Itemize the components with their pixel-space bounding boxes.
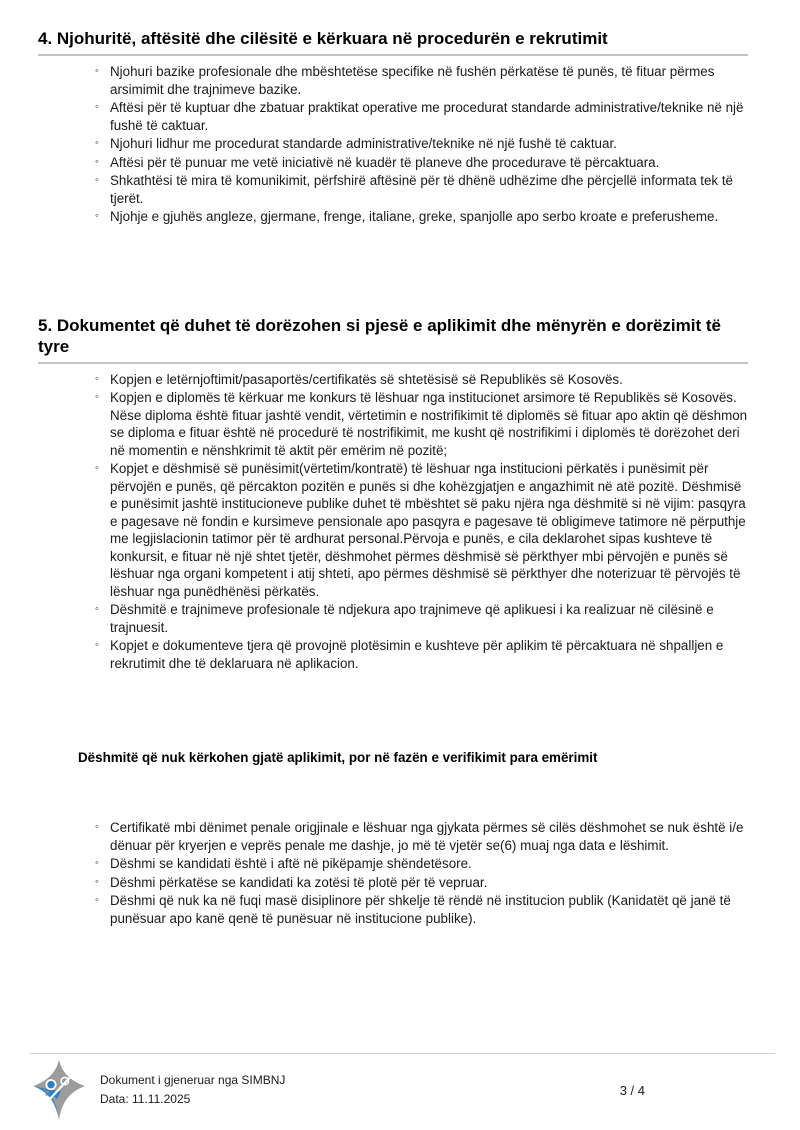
section-5-heading: 5. Dokumentet që duhet të dorëzohen si pjesë e aplikimit dhe mënyrën e dorëzimit të tyre bbox=[38, 315, 748, 364]
list-item: ◦ Njohuri bazike profesionale dhe mbështetëse specifike në fushën përkatëse të punës, të fituar përmes arsimimit dhe trajnimeve bazike. bbox=[110, 63, 748, 98]
list-item: ◦ Kopjen e diplomës të kërkuar me konkurs të lëshuar nga institucionet arsimore të Republikës së Kosovës. Nëse diploma është fituar jashtë vendit, vërtetimin e nostrifikimit të diplomës së fituar apo aktin që dëshmon se diploma e fituar është në procedurë të nostrifikimit, me kusht që nostrifikimi i diplomës të dorëzohet deri në momentin e nënshkrimit të aktit për emërim në pozitë; bbox=[110, 389, 748, 459]
page-footer bbox=[30, 1053, 775, 1122]
list-item: ◦ Njohuri lidhur me procedurat standarde administrative/teknike në një fushë të caktuar. bbox=[110, 135, 748, 153]
list-item: ◦ Certifikatë mbi dënimet penale origjinale e lëshuar nga gjykata përmes së cilës dëshmohet se nuk është i/e dënuar për kryerjen e veprës penale me dashje, jo më të vjetër se(6) muaj nga data e lëshimit. bbox=[110, 819, 748, 854]
list-item: ◦ Dëshmi përkatëse se kandidati ka zotësi të plotë për të vepruar. bbox=[110, 874, 748, 892]
list-item: ◦ Kopjen e letërnjoftimit/pasaportës/certifikatës së shtetësisë së Republikës së Kosovës. bbox=[110, 371, 748, 389]
verification-subheading: Dëshmitë që nuk kërkohen gjatë aplikimit, por në fazën e verifikimit para emërimit bbox=[78, 750, 598, 765]
section-documents bbox=[38, 315, 748, 673]
date-label: Data: 11.11.2025 bbox=[100, 1092, 191, 1106]
list-item: ◦ Kopjet e dëshmisë së punësimit(vërtetim/kontratë) të lëshuar nga institucioni përkatës i punësimit për përvojën e punës, që përcakton pozitën e punës si dhe kohëzgjatjen e angazhimit në atë pozitë. Dëshmisë e punësimit jashtë institucioneve publike duhet të mbështet së paku njëra nga dëshmitë si në vijim: pasqyra e pagesave në fondin e kursimeve pensionale apo pasqyra e pagesave të obligimeve tatimore në përputhje me legjislacionin tatimor për të ardhurat personal.Përvoja e punës, e cila deklarohet sipas kushteve të konkursit, e fituar në një shtet tjetër, dëshmohet përmes dëshmisë së përkthyer mbi përvojën e punës së lëshuar nga organi kompetent i atij shteti, apo përmes dëshmisë së përkthyer dhe noterizuar të përvojës të lëshuar nga punëdhënësi përkatës. bbox=[110, 460, 748, 600]
page-indicator: 3 / 4 bbox=[619, 1082, 645, 1098]
section-gap bbox=[38, 227, 748, 315]
footer-divider bbox=[30, 1053, 775, 1054]
simbnj-logo-icon bbox=[30, 1058, 88, 1122]
generated-by-label: Dokument i gjeneruar nga SIMBNJ bbox=[100, 1073, 286, 1087]
list-item: ◦ Dëshmi që nuk ka në fuqi masë disiplinore për shkelje të rëndë në institucion publik (Kanidatët që janë të punësuar apo kanë qenë të punësuar në institucione publike). bbox=[110, 892, 748, 927]
footer-row bbox=[30, 1058, 775, 1122]
footer-meta bbox=[100, 1071, 285, 1109]
section-requirements bbox=[38, 28, 748, 226]
verification-list bbox=[38, 819, 748, 927]
section-gap bbox=[38, 766, 748, 812]
section-4-heading: 4. Njohuritë, aftësitë dhe cilësitë e kërkuara në procedurën e rekrutimit bbox=[38, 28, 748, 56]
list-item: ◦ Dëshmi se kandidati është i aftë në pikëpamje shëndetësore. bbox=[110, 855, 748, 873]
list-item: ◦ Dëshmitë e trajnimeve profesionale të ndjekura apo trajnimeve që aplikuesi i ka realizuar në cilësinë e trajnuesit. bbox=[110, 601, 748, 636]
list-item: ◦ Kopjet e dokumenteve tjera që provojnë plotësimin e kushteve për aplikim të përcaktuara në shpalljen e rekrutimit dhe të deklaruara në aplikacion. bbox=[110, 637, 748, 672]
section-4-list bbox=[38, 63, 748, 226]
section-gap bbox=[38, 673, 748, 749]
list-item: ◦ Aftësi për të kuptuar dhe zbatuar praktikat operative me procedurat standarde administrative/teknike në një fushë të caktuar. bbox=[110, 99, 748, 134]
list-item: ◦ Njohje e gjuhës angleze, gjermane, frenge, italiane, greke, spanjolle apo serbo kroate e preferusheme. bbox=[110, 208, 748, 226]
section-5-list bbox=[38, 371, 748, 673]
list-item: ◦ Aftësi për të punuar me vetë iniciativë në kuadër të planeve dhe procedurave të përcaktuara. bbox=[110, 154, 748, 172]
list-item: ◦ Shkathtësi të mira të komunikimit, përfshirë aftësinë për të dhënë udhëzime dhe përcjellë informata tek të tjerët. bbox=[110, 172, 748, 207]
